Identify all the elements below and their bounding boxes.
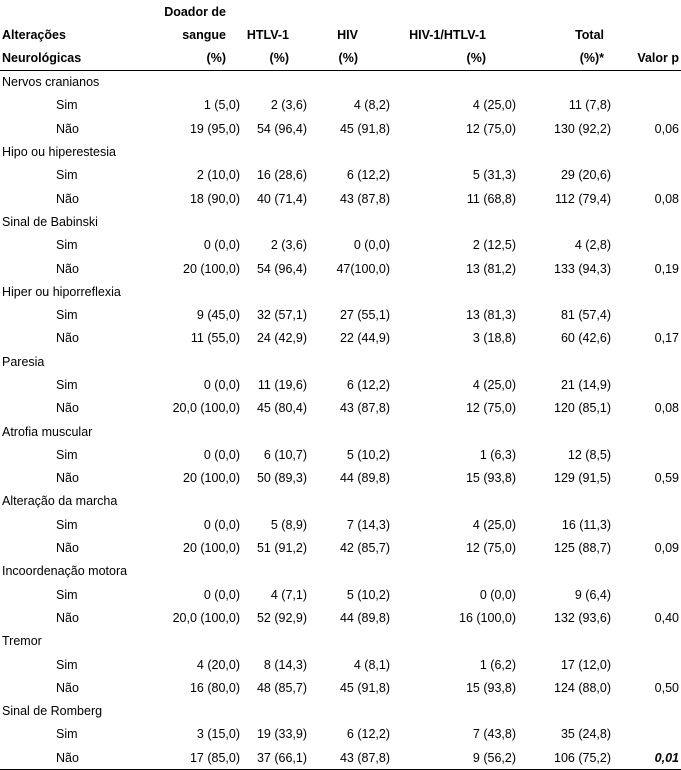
table-cell: 45 (91,8) bbox=[339, 680, 390, 695]
table-cell: 9 (45,0) bbox=[196, 308, 240, 323]
category-row bbox=[0, 71, 681, 94]
p-value-cell: 0,08 bbox=[654, 191, 679, 206]
table-cell: 106 (75,2) bbox=[516, 746, 611, 769]
row-label: Não bbox=[56, 191, 79, 206]
table-cell: 50 (89,3) bbox=[256, 471, 307, 486]
row-label: Não bbox=[56, 261, 79, 276]
table-cell: 2 (10,0) bbox=[196, 168, 240, 183]
category-row bbox=[0, 560, 681, 583]
table-cell: 125 (88,7) bbox=[554, 541, 611, 556]
row-label: Sim bbox=[56, 98, 78, 113]
table-cell: 42 (85,7) bbox=[339, 541, 390, 556]
table-row bbox=[0, 94, 681, 117]
table-cell: 0 (0,0) bbox=[203, 447, 240, 462]
table-cell: 48 (85,7) bbox=[256, 680, 307, 695]
category-row bbox=[0, 630, 681, 653]
table-cell: 5 (8,9) bbox=[270, 517, 307, 532]
category-label: Incoordenação motora bbox=[2, 564, 128, 579]
p-value-cell bbox=[611, 373, 681, 396]
row-label: Não bbox=[56, 401, 79, 416]
category-label: Hiper ou hiporreflexia bbox=[2, 284, 121, 299]
category-label: Paresia bbox=[2, 354, 45, 369]
table-cell: 1 (6,2) bbox=[479, 657, 516, 672]
table-cell: 43 (87,8) bbox=[307, 746, 390, 769]
category-row bbox=[0, 350, 681, 373]
table-cell: 129 (91,5) bbox=[554, 471, 611, 486]
table-cell: 3 (15,0) bbox=[196, 727, 240, 742]
category-label: Tremor bbox=[2, 634, 42, 649]
table-cell: 6 (12,2) bbox=[346, 378, 390, 392]
table-cell: 5 (10,2) bbox=[346, 587, 390, 602]
category-row bbox=[0, 210, 681, 233]
table-cell: 2 (3,6) bbox=[270, 98, 307, 113]
row-label: Sim bbox=[56, 168, 78, 183]
table-cell: 17 (85,0) bbox=[90, 746, 240, 769]
table-cell: 4 (25,0) bbox=[472, 517, 516, 532]
table-cell: 54 (96,4) bbox=[256, 261, 307, 276]
table-cell: 20,0 (100,0) bbox=[172, 401, 240, 416]
table-cell: 47(100,0) bbox=[336, 261, 390, 276]
table-cell: 45 (91,8) bbox=[339, 121, 390, 136]
table-cell: 12 (75,0) bbox=[465, 541, 516, 556]
table-cell: 130 (92,2) bbox=[554, 121, 611, 136]
header-alteracoes: Alterações Neurológicas bbox=[0, 0, 90, 71]
category-row bbox=[0, 140, 681, 163]
table-cell: 124 (88,0) bbox=[554, 680, 611, 695]
table-row bbox=[0, 303, 681, 326]
table-row bbox=[0, 373, 681, 396]
table-cell: 6 (10,7) bbox=[263, 447, 307, 462]
table-cell: 0 (0,0) bbox=[203, 238, 240, 253]
table-cell: 32 (57,1) bbox=[256, 308, 307, 323]
p-value-cell bbox=[611, 443, 681, 466]
table-cell: 4 (25,0) bbox=[472, 378, 516, 392]
table-cell: 5 (10,2) bbox=[346, 447, 390, 462]
table-cell: 20 (100,0) bbox=[183, 541, 240, 556]
table-cell: 11 (68,8) bbox=[466, 191, 516, 206]
row-label: Sim bbox=[56, 517, 78, 532]
p-value-cell bbox=[611, 234, 681, 257]
row-label: Sim bbox=[56, 238, 78, 253]
table-cell: 0 (0,0) bbox=[203, 378, 240, 392]
table-cell: 0 (0,0) bbox=[203, 587, 240, 602]
table-cell: 16 (28,6) bbox=[256, 168, 307, 183]
table-cell: 3 (18,8) bbox=[472, 331, 516, 346]
table-cell: 27 (55,1) bbox=[339, 308, 390, 323]
row-label: Sim bbox=[56, 587, 78, 602]
table-cell: 12 (75,0) bbox=[465, 401, 516, 416]
table-cell: 37 (66,1) bbox=[240, 746, 307, 769]
table-row bbox=[0, 746, 681, 769]
table-row bbox=[0, 653, 681, 676]
table-cell: 132 (93,6) bbox=[554, 610, 611, 625]
category-label: Sinal de Romberg bbox=[2, 704, 103, 719]
table-cell: 51 (91,2) bbox=[256, 541, 307, 556]
row-label: Não bbox=[56, 541, 79, 556]
category-label: Hipo ou hiperestesia bbox=[2, 145, 116, 160]
p-value-cell: 0,50 bbox=[654, 680, 679, 695]
table-cell: 133 (94,3) bbox=[554, 261, 611, 276]
row-label: Não bbox=[0, 746, 90, 769]
header-doador: Doador de sangue (%) bbox=[90, 0, 240, 71]
table-cell: 9 (6,4) bbox=[574, 587, 611, 602]
row-label: Não bbox=[56, 331, 79, 346]
table-cell: 18 (90,0) bbox=[189, 191, 240, 206]
table-row bbox=[0, 536, 681, 559]
p-value-cell bbox=[611, 164, 681, 187]
row-label: Sim bbox=[56, 308, 78, 323]
table-cell: 12 (8,5) bbox=[567, 447, 611, 462]
table-row bbox=[0, 467, 681, 490]
table-cell: 9 (56,2) bbox=[390, 746, 516, 769]
table-row bbox=[0, 187, 681, 210]
table-cell: 11 (55,0) bbox=[190, 331, 240, 346]
table-cell: 40 (71,4) bbox=[256, 191, 307, 206]
table-cell: 112 (79,4) bbox=[554, 191, 611, 206]
p-value-cell bbox=[611, 94, 681, 117]
table-cell: 44 (89,8) bbox=[339, 610, 390, 625]
table-cell: 6 (12,2) bbox=[346, 727, 390, 742]
header-hiv: HIV (%) bbox=[307, 0, 390, 71]
table-row bbox=[0, 164, 681, 187]
category-row bbox=[0, 700, 681, 723]
table-header-row bbox=[0, 0, 681, 71]
table-cell: 43 (87,8) bbox=[339, 401, 390, 416]
table-row bbox=[0, 676, 681, 699]
table-cell: 16 (11,3) bbox=[561, 517, 611, 532]
p-value-cell: 0,59 bbox=[654, 471, 679, 486]
table-cell: 2 (12,5) bbox=[472, 238, 516, 253]
table-cell: 20 (100,0) bbox=[183, 261, 240, 276]
table-cell: 15 (93,8) bbox=[465, 680, 516, 695]
p-value-cell: 0,19 bbox=[654, 261, 679, 276]
row-label: Não bbox=[56, 680, 79, 695]
table-cell: 19 (33,9) bbox=[256, 727, 307, 742]
table-cell: 21 (14,9) bbox=[560, 378, 611, 392]
header-htlv: HTLV-1 (%) bbox=[240, 0, 307, 71]
table-row bbox=[0, 327, 681, 350]
table-cell: 13 (81,2) bbox=[465, 261, 516, 276]
table-cell: 24 (42,9) bbox=[256, 331, 307, 346]
table-cell: 22 (44,9) bbox=[339, 331, 390, 346]
row-label: Não bbox=[56, 121, 79, 136]
table-cell: 4 (7,1) bbox=[270, 587, 307, 602]
row-label: Não bbox=[56, 610, 79, 625]
table-cell: 17 (12,0) bbox=[560, 657, 611, 672]
table-cell: 1 (6,3) bbox=[479, 447, 516, 462]
table-row bbox=[0, 117, 681, 140]
table-row bbox=[0, 583, 681, 606]
p-value-cell bbox=[611, 303, 681, 326]
table-cell: 12 (75,0) bbox=[465, 121, 516, 136]
table-cell: 52 (92,9) bbox=[256, 610, 307, 625]
table-cell: 7 (43,8) bbox=[472, 727, 516, 742]
table-cell: 81 (57,4) bbox=[560, 308, 611, 323]
table-cell: 16 (100,0) bbox=[459, 610, 516, 625]
table-cell: 8 (14,3) bbox=[263, 657, 307, 672]
table-cell: 1 (5,0) bbox=[203, 98, 240, 113]
table-cell: 11 (7,8) bbox=[568, 98, 611, 113]
table-cell: 54 (96,4) bbox=[256, 121, 307, 136]
p-value-cell bbox=[611, 653, 681, 676]
table-cell: 60 (42,6) bbox=[560, 331, 611, 346]
category-label: Alteração da marcha bbox=[2, 494, 118, 509]
table-cell: 35 (24,8) bbox=[560, 727, 611, 742]
table-cell: 6 (12,2) bbox=[346, 168, 390, 183]
row-label: Não bbox=[56, 471, 79, 486]
table-cell: 44 (89,8) bbox=[339, 471, 390, 486]
header-coinfection: HIV-1/HTLV-1 (%) bbox=[390, 0, 516, 71]
table-row bbox=[0, 723, 681, 746]
p-value-cell: 0,09 bbox=[654, 541, 679, 556]
row-label: Sim bbox=[56, 447, 78, 462]
p-value-cell bbox=[611, 583, 681, 606]
category-label: Nervos cranianos bbox=[2, 75, 100, 90]
p-value-cell bbox=[611, 513, 681, 536]
table-row bbox=[0, 606, 681, 629]
category-row bbox=[0, 280, 681, 303]
category-label: Sinal de Babinski bbox=[2, 214, 98, 229]
p-value-cell: 0,08 bbox=[654, 401, 679, 416]
table-cell: 13 (81,3) bbox=[465, 308, 516, 323]
table-cell: 0 (0,0) bbox=[479, 587, 516, 602]
table-cell: 4 (2,8) bbox=[574, 238, 611, 253]
category-row bbox=[0, 420, 681, 443]
table-row bbox=[0, 513, 681, 536]
table-cell: 7 (14,3) bbox=[346, 517, 390, 532]
table-cell: 45 (80,4) bbox=[256, 401, 307, 416]
table-row bbox=[0, 397, 681, 420]
table-cell: 15 (93,8) bbox=[465, 471, 516, 486]
table-row bbox=[0, 234, 681, 257]
p-value-cell bbox=[611, 723, 681, 746]
table-cell: 16 (80,0) bbox=[189, 680, 240, 695]
p-value-cell: 0,17 bbox=[654, 331, 679, 346]
table-cell: 4 (25,0) bbox=[472, 98, 516, 113]
table-body bbox=[0, 71, 681, 770]
table-cell: 20 (100,0) bbox=[183, 471, 240, 486]
table-cell: 20,0 (100,0) bbox=[172, 610, 240, 625]
category-row bbox=[0, 490, 681, 513]
table-cell: 43 (87,8) bbox=[339, 191, 390, 206]
table-cell: 5 (31,3) bbox=[472, 168, 516, 183]
p-value-cell: 0,40 bbox=[654, 610, 679, 625]
p-value-cell: 0,06 bbox=[654, 121, 679, 136]
table-cell: 2 (3,6) bbox=[270, 238, 307, 253]
table-cell: 11 (19,6) bbox=[257, 378, 307, 392]
row-label: Sim bbox=[56, 727, 78, 742]
table-cell: 0 (0,0) bbox=[203, 517, 240, 532]
row-label: Sim bbox=[56, 378, 78, 392]
table-cell: 120 (85,1) bbox=[554, 401, 611, 416]
header-p-value: Valor p bbox=[611, 0, 681, 71]
table-cell: 4 (8,1) bbox=[353, 657, 390, 672]
table-cell: 19 (95,0) bbox=[189, 121, 240, 136]
table-row bbox=[0, 443, 681, 466]
table-cell: 0 (0,0) bbox=[353, 238, 390, 253]
table-cell: 4 (20,0) bbox=[196, 657, 240, 672]
table-cell: 29 (20,6) bbox=[560, 168, 611, 183]
table-cell: 4 (8,2) bbox=[353, 98, 390, 113]
p-value-cell: 0,01 bbox=[611, 746, 681, 769]
table-row bbox=[0, 257, 681, 280]
header-total: Total (%)* bbox=[516, 0, 611, 71]
category-label: Atrofia muscular bbox=[2, 424, 93, 439]
row-label: Sim bbox=[56, 657, 78, 672]
